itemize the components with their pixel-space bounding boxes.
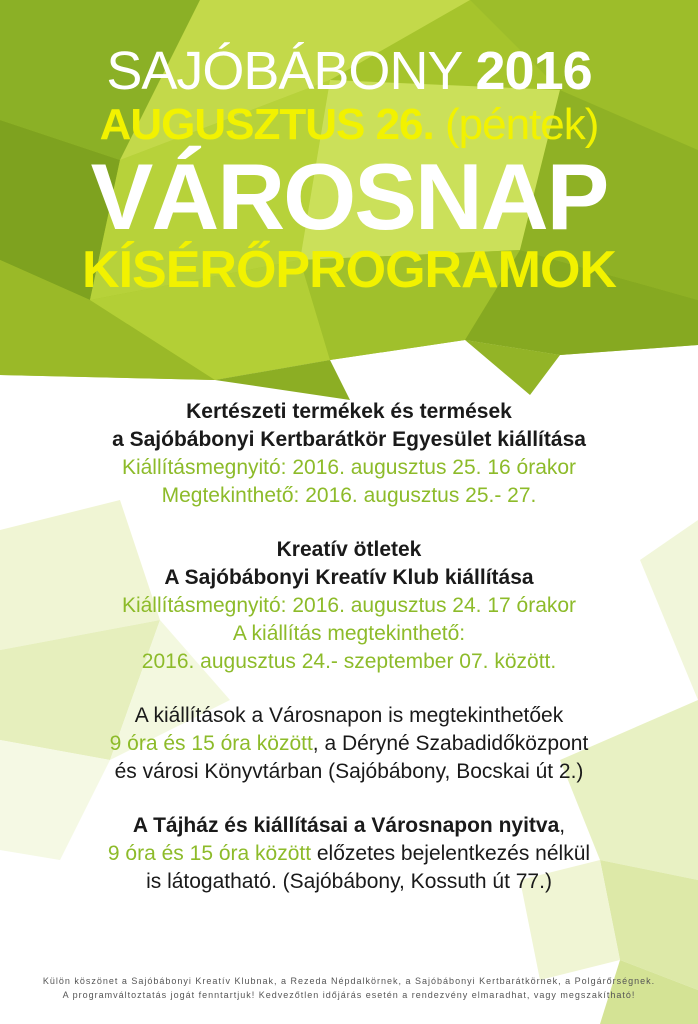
program-viewing-dates: 2016. augusztus 24.- szeptember 07. között.: [141, 650, 557, 673]
program-item-exhibitions: [0, 702, 698, 786]
city-name: SAJÓBÁBONY: [106, 41, 462, 101]
program-note: előzetes bejelentkezés nélkül: [311, 842, 591, 865]
program-viewing: Megtekinthető: 2016. augusztus 25.- 27.: [161, 484, 537, 507]
program-location: , a Déryné Szabadidőközpont: [312, 732, 589, 755]
program-text: A kiállítások a Városnapon is megtekinthetőek: [134, 704, 564, 727]
footer-notes: [0, 974, 698, 1002]
program-title-comma: ,: [559, 814, 566, 837]
footer-thanks: Külön köszönet a Sajóbábonyi Kreatív Klubnak, a Rezeda Népdalkörnek, a Sajóbábonyi Kertbarátkörnek, a Polgárőrségnek.: [42, 976, 656, 986]
title-line-1: [0, 40, 698, 102]
program-list: [0, 398, 698, 896]
program-address: és városi Könyvtárban (Sajóbábony, Bocskai út 2.): [114, 760, 584, 783]
program-hours: 9 óra és 15 óra között: [107, 842, 312, 865]
program-item-tajhaz: [0, 812, 698, 896]
program-item-garden: [0, 398, 698, 510]
event-date: AUGUSZTUS 26.: [99, 100, 434, 149]
program-title: A Tájház és kiállításai a Városnapon nyitva: [132, 814, 560, 837]
footer-disclaimer: A programváltoztatás jogát fenntartjuk! Kedvezőtlen időjárás esetén a rendezvény elmaradhat, vagy megszakítható!: [62, 990, 636, 1000]
event-subtitle: KÍSÉRŐPROGRAMOK: [82, 241, 616, 299]
program-item-creative: [0, 536, 698, 676]
program-title: Kreatív ötletek: [276, 538, 422, 561]
program-opening: Kiállításmegnyitó: 2016. augusztus 25. 16 órakor: [121, 456, 577, 479]
event-day: (péntek): [444, 100, 599, 149]
program-subtitle: a Sajóbábonyi Kertbarátkör Egyesület kiállítása: [112, 428, 586, 451]
program-title: Kertészeti termékek és termések: [186, 400, 512, 423]
title-line-2: [0, 100, 698, 150]
year: 2016: [475, 41, 592, 101]
program-opening: Kiállításmegnyitó: 2016. augusztus 24. 17 órakor: [121, 594, 577, 617]
program-hours: 9 óra és 15 óra között: [109, 732, 313, 755]
program-subtitle: A Sajóbábonyi Kreatív Klub kiállítása: [164, 566, 534, 589]
program-address: is látogatható. (Sajóbábony, Kossuth út 77.): [146, 870, 552, 893]
event-title: VÁROSNAP: [90, 144, 608, 249]
program-viewing-label: A kiállítás megtekinthető:: [232, 622, 466, 645]
